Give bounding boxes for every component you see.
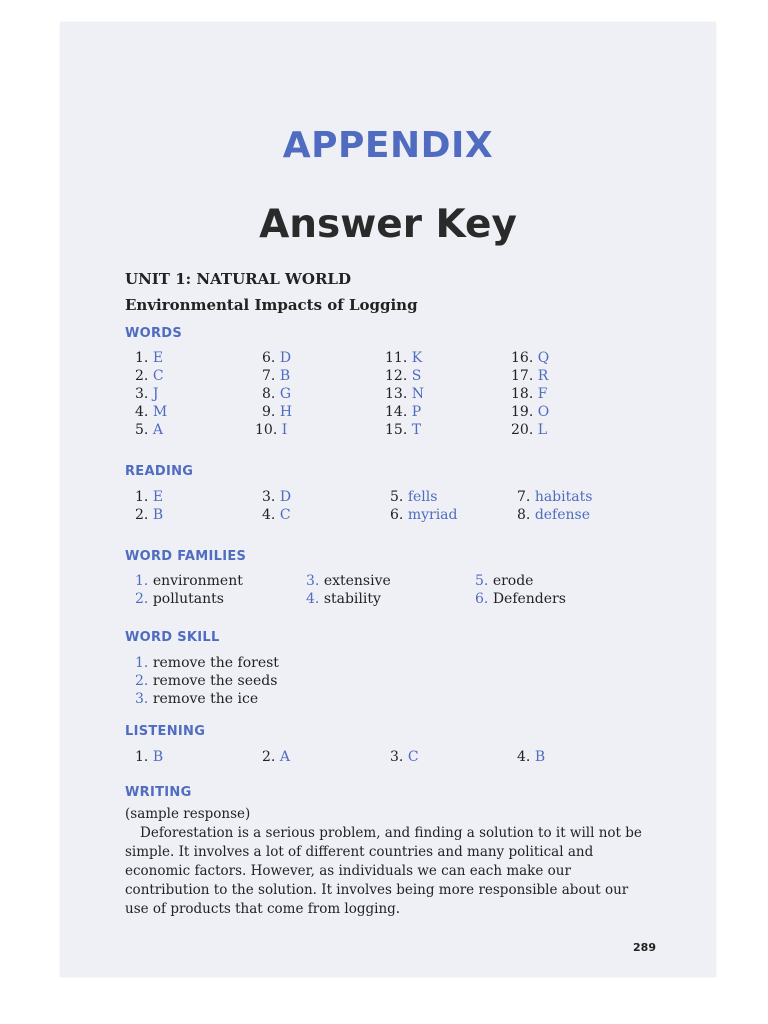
answer-number: 7. xyxy=(262,368,276,384)
answer-item xyxy=(306,573,391,589)
answer-value: B xyxy=(279,368,291,384)
answer-item xyxy=(135,673,277,689)
answer-value: H xyxy=(279,404,293,420)
answer-item xyxy=(511,422,547,438)
answer-item xyxy=(135,691,258,707)
answer-number: 1. xyxy=(135,489,149,505)
answer-number: 1. xyxy=(135,573,149,589)
answer-number: 5. xyxy=(475,573,489,589)
answer-value: erode xyxy=(492,573,534,589)
answer-key-heading: Answer Key xyxy=(259,202,517,247)
answer-number: 3. xyxy=(135,386,149,402)
answer-value: remove the ice xyxy=(152,691,259,707)
answer-item xyxy=(262,386,291,402)
answer-number: 2. xyxy=(135,591,149,607)
answer-value: P xyxy=(411,404,422,420)
writing-sample-text: Deforestation is a serious problem, and finding a solution to it will not be simple. It involves a lot of different countries and many political and economic factors. However, as individuals we can each make our contribution to the solution. It involves being more responsible about our use of products that come from logging. xyxy=(125,825,642,917)
answer-number: 12. xyxy=(385,368,408,384)
answer-value: I xyxy=(281,422,288,438)
answer-number: 3. xyxy=(306,573,320,589)
answer-number: 3. xyxy=(135,691,149,707)
answer-value: pollutants xyxy=(152,591,224,607)
unit-number: UNIT 1: xyxy=(125,270,192,288)
answer-item xyxy=(517,749,545,765)
answer-number: 4. xyxy=(262,507,276,523)
answer-item xyxy=(511,404,549,420)
answer-number: 4. xyxy=(135,404,149,420)
answer-item xyxy=(262,489,291,505)
answer-number: 2. xyxy=(135,368,149,384)
answer-item xyxy=(135,655,279,671)
unit-name: NATURAL WORLD xyxy=(196,270,351,288)
answer-number: 16. xyxy=(511,350,534,366)
answer-number: 4. xyxy=(517,749,531,765)
answer-number: 3. xyxy=(262,489,276,505)
answer-number: 6. xyxy=(390,507,404,523)
word-skill-section-title: WORD SKILL xyxy=(125,630,220,645)
answer-value: C xyxy=(407,749,419,765)
answer-item xyxy=(262,404,292,420)
answer-value: B xyxy=(152,749,164,765)
answer-value: B xyxy=(152,507,164,523)
answer-number: 5. xyxy=(390,489,404,505)
answer-number: 11. xyxy=(385,350,408,366)
answer-number: 9. xyxy=(262,404,276,420)
answer-value: extensive xyxy=(323,573,391,589)
answer-number: 1. xyxy=(135,749,149,765)
answer-number: 17. xyxy=(511,368,534,384)
answer-number: 20. xyxy=(511,422,534,438)
answer-value: E xyxy=(152,350,164,366)
answer-value: N xyxy=(411,386,424,402)
appendix-heading: APPENDIX xyxy=(282,125,494,166)
answer-item xyxy=(511,386,547,402)
answer-value: O xyxy=(537,404,550,420)
answer-number: 6. xyxy=(475,591,489,607)
answer-value: myriad xyxy=(407,507,458,523)
answer-number: 13. xyxy=(385,386,408,402)
answer-value: environment xyxy=(152,573,243,589)
answer-number: 8. xyxy=(262,386,276,402)
answer-number: 8. xyxy=(517,507,531,523)
answer-value: S xyxy=(411,368,422,384)
answer-number: 18. xyxy=(511,386,534,402)
answer-value: D xyxy=(279,350,292,366)
answer-number: 10. xyxy=(255,422,278,438)
answer-number: 2. xyxy=(262,749,276,765)
answer-number: 1. xyxy=(135,655,149,671)
answer-item xyxy=(135,350,163,366)
answer-item xyxy=(262,507,291,523)
answer-value: M xyxy=(152,404,168,420)
answer-item xyxy=(385,404,421,420)
answer-item xyxy=(385,350,422,366)
answer-item xyxy=(475,591,566,607)
answer-item xyxy=(517,489,592,505)
answer-number: 1. xyxy=(135,350,149,366)
answer-value: J xyxy=(152,386,159,402)
answer-value: R xyxy=(537,368,549,384)
answer-number: 5. xyxy=(135,422,149,438)
reading-section-title: READING xyxy=(125,464,194,479)
answer-item xyxy=(385,422,421,438)
unit-heading xyxy=(125,270,351,288)
answer-value: remove the seeds xyxy=(152,673,278,689)
book-page xyxy=(60,22,716,977)
answer-item xyxy=(390,489,437,505)
answer-value: E xyxy=(152,489,164,505)
answer-value: T xyxy=(411,422,422,438)
answer-number: 3. xyxy=(390,749,404,765)
answer-item xyxy=(390,507,457,523)
lesson-title: Environmental Impacts of Logging xyxy=(125,296,418,314)
answer-item xyxy=(475,573,533,589)
writing-section-title: WRITING xyxy=(125,785,192,800)
answer-item xyxy=(135,749,163,765)
answer-value: stability xyxy=(323,591,381,607)
answer-item xyxy=(135,368,164,384)
answer-item xyxy=(390,749,419,765)
answer-number: 14. xyxy=(385,404,408,420)
answer-value: Defenders xyxy=(492,591,566,607)
sample-response-note: (sample response) xyxy=(125,806,251,822)
answer-value: A xyxy=(279,749,290,765)
answer-number: 6. xyxy=(262,350,276,366)
answer-value: fells xyxy=(407,489,438,505)
answer-value: Q xyxy=(537,350,550,366)
answer-item xyxy=(262,350,291,366)
answer-value: K xyxy=(411,350,423,366)
answer-number: 2. xyxy=(135,673,149,689)
answer-value: D xyxy=(279,489,292,505)
answer-item xyxy=(517,507,590,523)
answer-item xyxy=(262,749,290,765)
answer-value: L xyxy=(537,422,548,438)
answer-number: 15. xyxy=(385,422,408,438)
answer-number: 19. xyxy=(511,404,534,420)
answer-value: C xyxy=(279,507,291,523)
answer-value: habitats xyxy=(534,489,593,505)
answer-item xyxy=(135,507,163,523)
answer-item xyxy=(135,422,163,438)
answer-value: F xyxy=(537,386,548,402)
page-number: 289 xyxy=(633,941,656,954)
answer-item xyxy=(385,368,421,384)
word-families-section-title: WORD FAMILIES xyxy=(125,549,247,564)
answer-number: 2. xyxy=(135,507,149,523)
answer-value: G xyxy=(279,386,291,402)
answer-value: remove the forest xyxy=(152,655,279,671)
words-section-title: WORDS xyxy=(125,326,183,341)
answer-value: A xyxy=(152,422,163,438)
answer-item xyxy=(135,489,163,505)
answer-item xyxy=(255,422,287,438)
listening-section-title: LISTENING xyxy=(125,724,206,739)
answer-number: 7. xyxy=(517,489,531,505)
answer-value: B xyxy=(534,749,546,765)
answer-item xyxy=(306,591,381,607)
answer-item xyxy=(511,368,548,384)
answer-item xyxy=(135,573,243,589)
answer-value: defense xyxy=(534,507,591,523)
answer-item xyxy=(511,350,549,366)
answer-item xyxy=(385,386,424,402)
answer-item xyxy=(262,368,290,384)
answer-item xyxy=(135,404,167,420)
answer-item xyxy=(135,591,224,607)
answer-value: C xyxy=(152,368,164,384)
answer-number: 4. xyxy=(306,591,320,607)
answer-item xyxy=(135,386,158,402)
writing-sample-paragraph xyxy=(125,824,653,919)
